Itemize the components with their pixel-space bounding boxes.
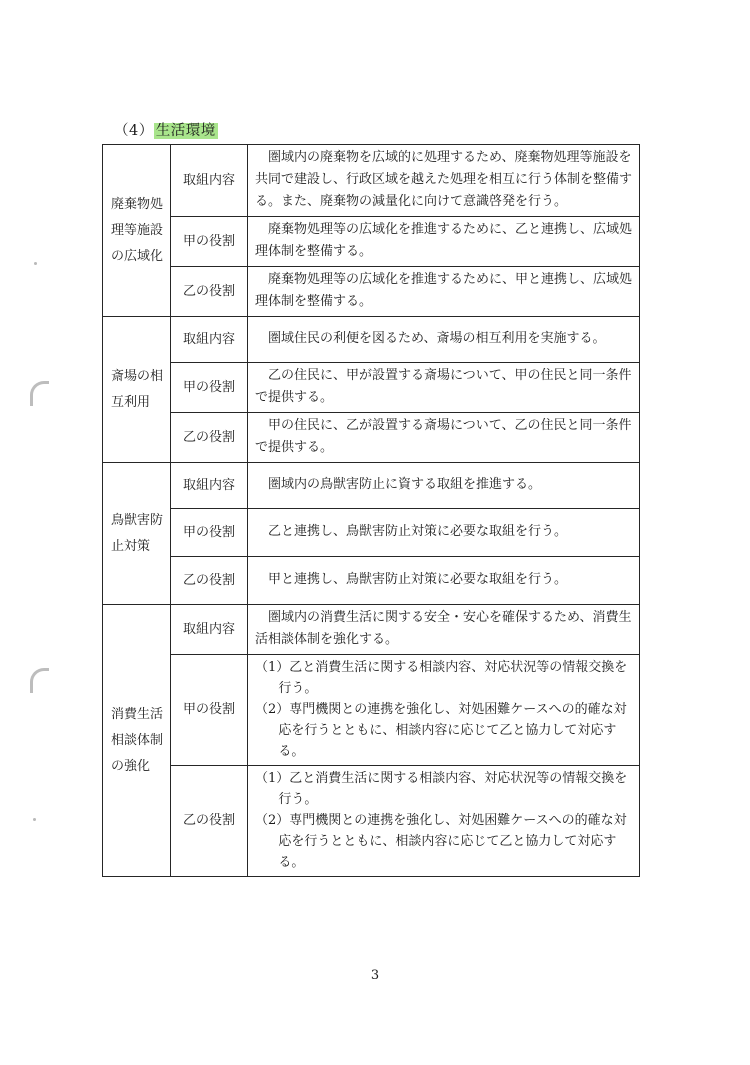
description-cell <box>248 766 640 877</box>
description-text: 圏域内の廃棄物を広域的に処理するため、廃棄物処理等施設を共同で建設し、行政区域を越えた処理を相互に行う体制を整備する。また、廃棄物の減量化に向けて意識啓発を行う。 <box>255 150 633 209</box>
topic-consumer-consultation: 消費生活相談体制の強化 <box>103 605 171 877</box>
list-item: （2）専門機関との連携を強化し、対処困難ケースへの的確な対応を行うとともに、相談内容に応じて乙と協力して対応する。 <box>255 813 627 870</box>
description-text: 甲と連携し、鳥獣害防止対策に必要な取組を行う。 <box>268 572 568 587</box>
description-text: 圏域住民の利便を図るため、斎場の相互利用を実施する。 <box>268 331 606 346</box>
topic-waste-facilities: 廃棄物処理等施設の広域化 <box>103 145 171 317</box>
punch-hole-mark-lower <box>30 668 49 693</box>
description-text: 乙と連携し、鳥獣害防止対策に必要な取組を行う。 <box>268 524 568 539</box>
description-text: 廃棄物処理等の広域化を推進するために、甲と連携し、広域処理体制を整備する。 <box>255 272 633 309</box>
table-row <box>103 317 640 363</box>
role-label-party-b: 乙の役割 <box>171 557 248 605</box>
role-label-party-a: 甲の役割 <box>171 655 248 766</box>
table-row <box>103 605 640 655</box>
role-label-party-a: 甲の役割 <box>171 363 248 413</box>
role-label-party-b: 乙の役割 <box>171 267 248 317</box>
table-row <box>103 463 640 509</box>
description-cell <box>248 145 640 217</box>
role-label-content: 取組内容 <box>171 317 248 363</box>
description-cell <box>248 557 640 605</box>
description-cell <box>248 509 640 557</box>
role-label-party-b: 乙の役割 <box>171 413 248 463</box>
punch-hole-mark-upper <box>30 381 49 406</box>
scan-speck <box>33 818 36 821</box>
table-row <box>103 557 640 605</box>
description-cell <box>248 655 640 766</box>
role-label-content: 取組内容 <box>171 605 248 655</box>
list-item: （2）専門機関との連携を強化し、対処困難ケースへの的確な対応を行うとともに、相談内容に応じて乙と協力して対応する。 <box>255 702 627 759</box>
table-row <box>103 655 640 766</box>
table-row <box>103 267 640 317</box>
table-row <box>103 413 640 463</box>
policy-table <box>102 144 640 877</box>
section-heading <box>114 119 218 140</box>
list-item: （1）乙と消費生活に関する相談内容、対応状況等の情報交換を行う。 <box>255 771 628 807</box>
description-text: 圏域内の鳥獣害防止に資する取組を推進する。 <box>268 477 542 492</box>
section-number: （4） <box>114 123 154 139</box>
description-text: 乙の住民に、甲が設置する斎場について、甲の住民と同一条件で提供する。 <box>255 368 632 405</box>
description-cell <box>248 463 640 509</box>
table-row <box>103 509 640 557</box>
description-cell <box>248 413 640 463</box>
description-cell <box>248 605 640 655</box>
table-row <box>103 766 640 877</box>
role-label-party-a: 甲の役割 <box>171 509 248 557</box>
table-row <box>103 145 640 217</box>
topic-wildlife-damage: 鳥獣害防止対策 <box>103 463 171 605</box>
role-label-content: 取組内容 <box>171 463 248 509</box>
page-number: 3 <box>370 968 380 983</box>
description-cell <box>248 217 640 267</box>
role-label-content: 取組内容 <box>171 145 248 217</box>
role-label-party-a: 甲の役割 <box>171 217 248 267</box>
section-title-highlighted: 生活環境 <box>155 123 216 139</box>
description-text: 廃棄物処理等の広域化を推進するために、乙と連携し、広域処理体制を整備する。 <box>255 222 633 259</box>
description-cell <box>248 267 640 317</box>
list-item: （1）乙と消費生活に関する相談内容、対応状況等の情報交換を行う。 <box>255 660 628 696</box>
description-cell <box>248 363 640 413</box>
role-label-party-b: 乙の役割 <box>171 766 248 877</box>
description-text: 圏域内の消費生活に関する安全・安心を確保するため、消費生活相談体制を強化する。 <box>255 610 632 647</box>
scan-speck <box>34 262 37 265</box>
description-text: 甲の住民に、乙が設置する斎場について、乙の住民と同一条件で提供する。 <box>255 418 632 455</box>
table-row <box>103 363 640 413</box>
description-cell <box>248 317 640 363</box>
topic-crematorium: 斎場の相互利用 <box>103 317 171 463</box>
table-row <box>103 217 640 267</box>
